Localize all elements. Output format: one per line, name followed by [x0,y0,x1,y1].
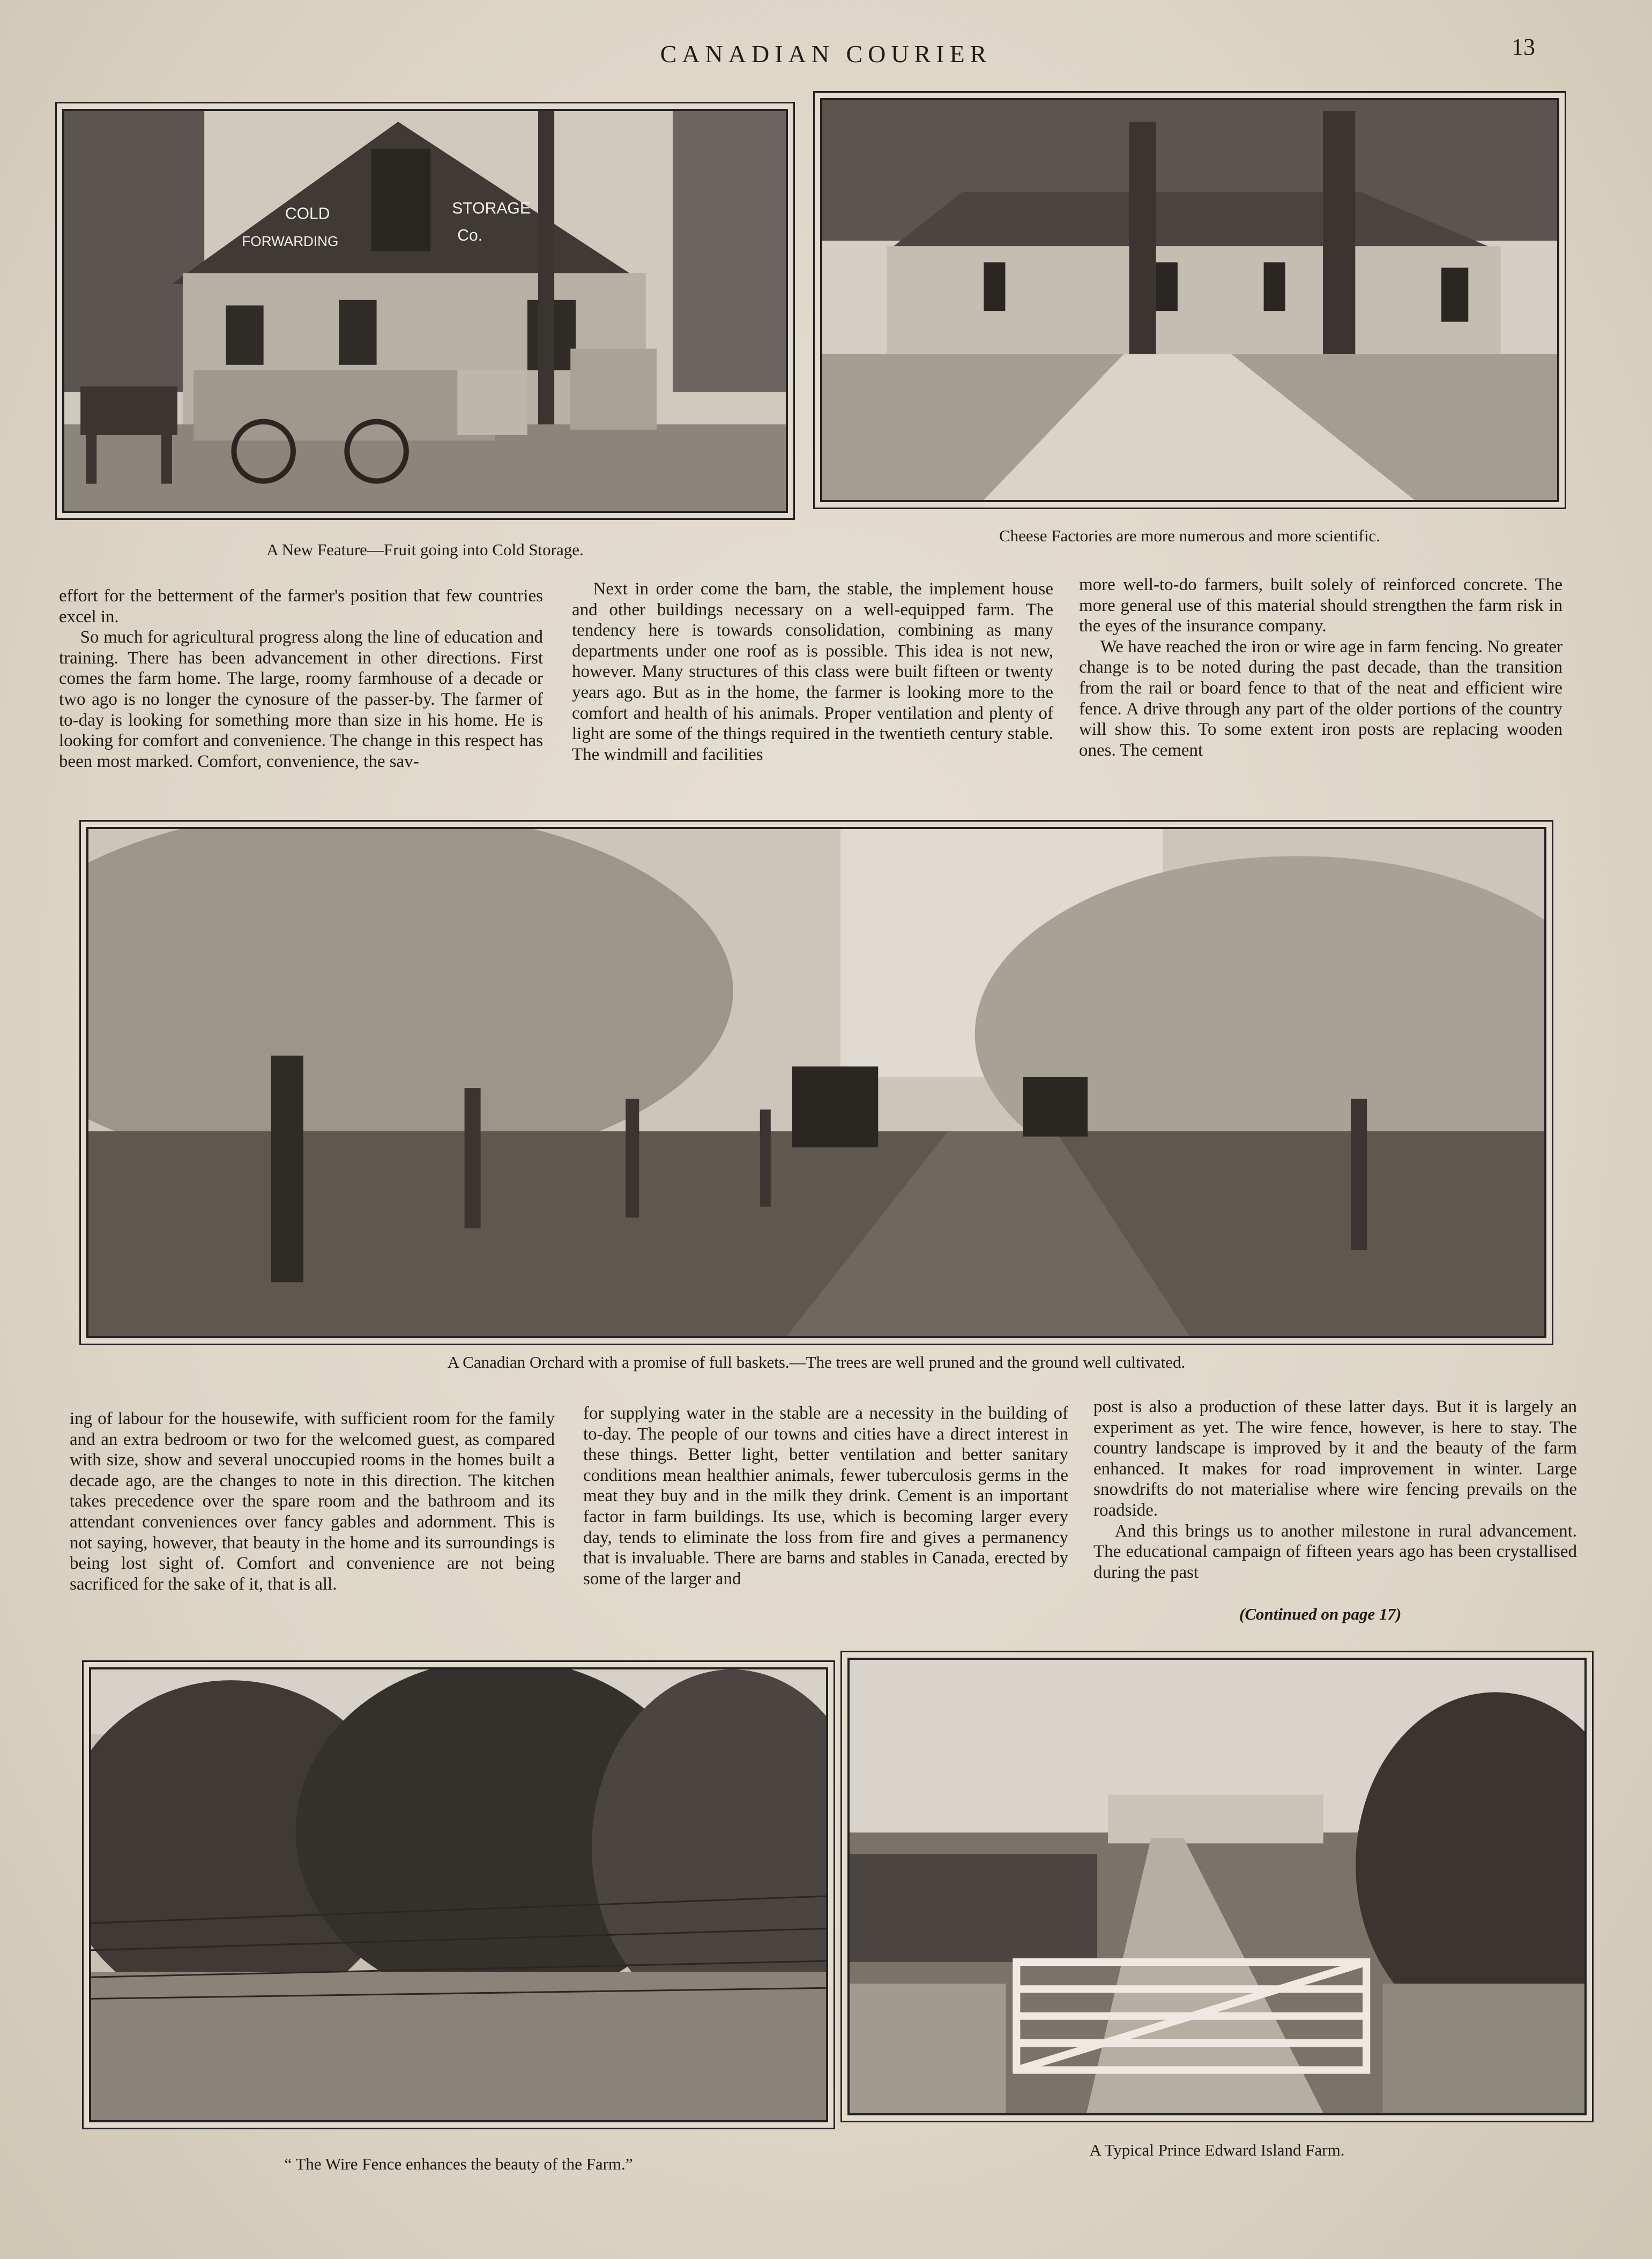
paragraph: for supplying water in the stable are a necessity in the building of to-day. The people of our towns and cities have a direct interest in these things. Better light, better ventilation and better sanitary conditions mean healthier animals, fewer tuberculosis germs in the meat they buy and in the milk they drink. Cement is an important factor in farm buildings. Its use, which is becoming larger every day, tends to eliminate the loss from fire and gives a permanency that is invaluable. There are barns and stables in Canada, erected by some of the larger and [583,1404,1068,1589]
photo-pei-farm [840,1651,1594,2122]
sign-co-text: Co. [457,226,483,244]
caption-cold-storage: A New Feature—Fruit going into Cold Storage. [266,540,584,559]
text-column-top-2 [572,579,1053,765]
running-head: CANADIAN COURIER [660,40,992,68]
text-column-top-1 [59,586,543,772]
caption-orchard: A Canadian Orchard with a promise of full baskets.—The trees are well pruned and the ground well cultivated. [447,1353,1186,1371]
sign-storage-text: STORAGE [452,199,531,218]
paragraph: And this brings us to another milestone in rural advancement. The educational campaign of fifteen years ago has been crystallised during the past [1093,1521,1577,1582]
photo-cheese-factory [813,91,1566,509]
paragraph: Next in order come the barn, the stable, the implement house and other buildings necessary on a well-equipped farm. The tendency here is towards consolidation, combining as many departments under one roof as is possible. This idea is not new, however. Many structures of this class were built fifteen or twenty years ago. But as in the home, the farmer is looking more to the comfort and health of his animals. Proper ventilation and plenty of light are some of the things required in the twentieth century stable. The windmill and facilities [572,579,1053,764]
pei-farm-illustration [850,1660,1584,2113]
text-column-mid-1 [70,1408,555,1594]
wire-fence-illustration [91,1669,826,2120]
caption-cheese-factory: Cheese Factories are more numerous and more scientific. [999,526,1381,545]
paragraph: post is also a production of these latter days. But it is largely an experiment as yet. The wire fence, however, is here to stay. The country landscape is improved by it and the beauty of the farm enhanced. It makes for road improvement in winter. Large snowdrifts do not materialise where wire fencing prevails on the roadside. [1093,1397,1577,1520]
paragraph: effort for the betterment of the farmer's position that few countries excel in. [59,586,543,627]
paragraph: We have reached the iron or wire age in farm fencing. No greater change is to be noted during the past decade, than the transition from the rail or board fence to that of the neat and efficient wire fence. A drive through any part of the older portions of the country will show this. To some extent iron posts are replacing wooden ones. The cement [1079,637,1562,760]
paragraph: ing of labour for the housewife, with sufficient room for the family and an extra bedroom or two for the welcomed guest, as compared with size, show and several unoccupied rooms in the homes built a decade ago, are the changes to note in this direction. The kitchen takes precedence over the spare room and the bathroom and its attendant conveniences over fancy gables and adornment. This is not saying, however, that beauty in the home and its surroundings is being lost sight of. Comfort and convenience are not being sacrificed for the sake of it, that is all. [70,1409,555,1594]
text-column-mid-2 [583,1403,1068,1589]
paragraph: So much for agricultural progress along the line of education and training. There has been advancement in other directions. First comes the farm home. The large, roomy farmhouse of a decade or two ago is no longer the cynosure of the passer-by. The farmer of to-day is looking for something more than size in his home. He is looking for comfort and convenience. The change in this respect has been most marked. Comfort, convenience, the sav- [59,628,543,771]
orchard-illustration [88,829,1544,1336]
sign-cold-text: COLD [285,205,330,223]
sign-forwarding-text: FORWARDING [242,233,339,250]
photo-orchard [79,820,1553,1345]
photo-wire-fence [82,1660,835,2129]
caption-wire-fence: “ The Wire Fence enhances the beauty of the Farm.” [284,2154,633,2173]
cold-storage-illustration [64,111,786,511]
cheese-factory-illustration [822,100,1557,500]
photo-cold-storage [55,102,795,520]
text-column-top-3 [1079,575,1562,761]
caption-pei-farm: A Typical Prince Edward Island Farm. [1089,2141,1345,2159]
continued-note: (Continued on page 17) [1239,1605,1402,1623]
text-column-mid-3 [1093,1397,1577,1583]
page-number: 13 [1512,34,1535,60]
paragraph: more well-to-do farmers, built solely of reinforced concrete. The more general use of this material should strengthen the farm risk in the eyes of the insurance company. [1079,575,1562,636]
